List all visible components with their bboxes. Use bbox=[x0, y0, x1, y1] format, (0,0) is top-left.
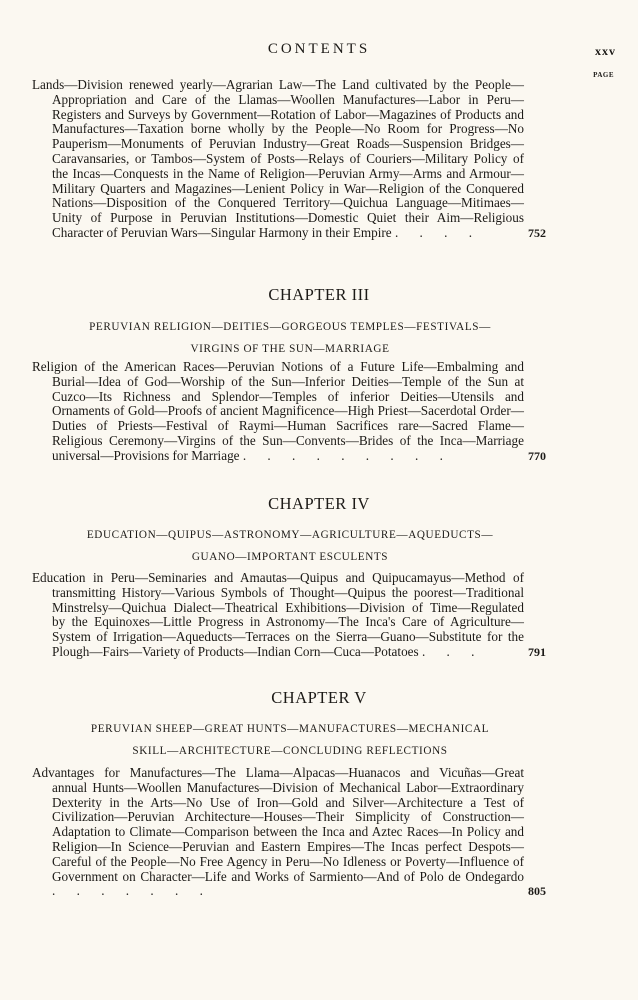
toc-entry-text: Religion of the American Races—Peruvian Notions of a Future Life—Embalming and Burial—Idea of God—Worship of the Sun—Inferior Deities—Temple of the Sun at Cuzco—Its Richness and Splendor—Temples of inferior Deities—Utensils and Ornaments of Gold—Proofs of ancient Magnificence—High Priest—Sacerdotal Order—Duties of Priests—Festival of Raymi—Human Sacrifices rare—Sacred Flame—Religious Ceremony—Virgins of the Sun—Convents—Brides of the Inca—Marriage universal—Provisions for Marriage bbox=[32, 359, 524, 463]
page-number: xxv bbox=[595, 44, 616, 58]
chapter-heading-iii: CHAPTER III bbox=[268, 285, 370, 304]
chapter-heading-iv: CHAPTER IV bbox=[268, 494, 370, 513]
chapter-topics-line: VIRGINS OF THE SUN—MARRIAGE bbox=[190, 343, 390, 355]
toc-entry-text: Lands—Division renewed yearly—Agrarian Law—The Land cultivated by the People—Appropriation and Care of the Llamas—Woollen Manufactures—Labor in Peru—Registers and Surveys by Government—Rotation of Labor—Magazines of Products and Manufactures—Taxation borne wholly by the People—No Room for Progress—No Pauperism—Monuments of Peruvian Industry—Great Roads—Suspension Bridges—Caravansaries, or Tambos—System of Posts—Relays of Couriers—Military Policy of the Incas—Conquests in the Name of Religion—Peruvian Army—Arms and Armour—Military Quarters and Magazines—Lenient Policy in War—Religion of the Conquered Nations—Disposition of the Conquered Territory—Quichua Language—Mitimaes—Unity of Purpose in Peruvian Institutions—Domestic Quiet their Aim—Religious Character of Peruvian Wars—Singular Harmony in their Empire bbox=[32, 77, 524, 240]
chapter-topics-line: SKILL—ARCHITECTURE—CONCLUDING REFLECTIONS bbox=[132, 745, 448, 757]
chapter-heading-v: CHAPTER V bbox=[271, 688, 367, 707]
toc-entry-text: Education in Peru—Seminaries and Amautas—Quipus and Quipucamayus—Method of transmitting History—Various Symbols of Thought—Quipus the poorest—Traditional Minstrelsy—Quichua Dialect—Theatrical Exhibitions—Division of Time—Regulated by the Equinoxes—Little Progress in Astronomy—The Inca's Care of Agriculture—System of Irrigation—Aqueducts—Terraces on the Sierra—Guano—Substitute for the Plough—Fairs—Variety of Products—Indian Corn—Cuca—Potatoes bbox=[32, 570, 524, 659]
chapter-topics-line: PERUVIAN SHEEP—GREAT HUNTS—MANUFACTURES—MECHANICAL bbox=[90, 723, 490, 735]
toc-entry: Education in Peru—Seminaries and Amautas—Quipus and Quipucamayus—Method of transmitting History—Various Symbols of Thought—Quipus the poorest—Traditional Minstrelsy—Quichua Dialect—Theatrical Exhibitions—Division of Time—Regulated by the Equinoxes—Little Progress in Astronomy—The Inca's Care of Agriculture—System of Irrigation—Aqueducts—Terraces on the Sierra—Guano—Substitute for the Plough—Fairs—Variety of Products—Indian Corn—Cuca—Potatoes . . . 791 bbox=[32, 570, 546, 659]
chapter-topics-iv bbox=[40, 524, 540, 568]
toc-entry: Advantages for Manufactures—The Llama—Alpacas—Huanacos and Vicuñas—Great annual Hunts—Woollen Manufactures—Division of Mechanical Labor—Extraordinary Dexterity in the Arts—No Use of Iron—Gold and Silver—Architecture a Test of Civilization—Peruvian Architecture—Houses—Their Simplicity of Construction—Adaptation to Climate—Comparison between the Inca and Aztec Races—In Policy and Religion—In Science—Peruvian and Eastern Empires—The Incas perfect Despots—Careful of the People—No Free Agency in Peru—No Idleness or Poverty—Influence of Government on Character—Life and Works of Sarmiento—And of Polo de Ondegardo . . . . . . . 805 bbox=[32, 765, 546, 899]
dot-leaders: . . . bbox=[421, 643, 484, 659]
chapter-topics-line: GUANO—IMPORTANT ESCULENTS bbox=[191, 551, 389, 563]
chapter-topics-line: PERUVIAN RELIGION—DEITIES—GORGEOUS TEMPLES—FESTIVALS— bbox=[89, 321, 491, 333]
toc-entry-continued: Lands—Division renewed yearly—Agrarian Law—The Land cultivated by the People—Appropriation and Care of the Llamas—Woollen Manufactures—Labor in Peru—Registers and Surveys by Government—Rotation of Labor—Magazines of Products and Manufactures—Taxation borne wholly by the People—No Room for Progress—No Pauperism—Monuments of Peruvian Industry—Great Roads—Suspension Bridges—Caravansaries, or Tambos—System of Posts—Relays of Couriers—Military Policy of the Incas—Conquests in the Name of Religion—Peruvian Army—Arms and Armour—Military Quarters and Magazines—Lenient Policy in War—Religion of the Conquered Nations—Disposition of the Conquered Territory—Quichua Language—Mitimaes—Unity of Purpose in Peruvian Institutions—Domestic Quiet their Aim—Religious Character of Peruvian Wars—Singular Harmony in their Empire . . . . 752 bbox=[32, 77, 546, 240]
page-column-label: PAGE bbox=[593, 71, 614, 79]
chapter-topics-iii bbox=[40, 316, 540, 360]
chapter-topics-line: EDUCATION—QUIPUS—ASTRONOMY—AGRICULTURE—AQUEDUCTS— bbox=[86, 529, 494, 541]
dot-leaders: . . . . bbox=[394, 224, 482, 240]
chapter-topics-v bbox=[40, 718, 540, 762]
toc-entry-text: Advantages for Manufactures—The Llama—Alpacas—Huanacos and Vicuñas—Great annual Hunts—Woollen Manufactures—Division of Mechanical Labor—Extraordinary Dexterity in the Arts—No Use of Iron—Gold and Silver—Architecture a Test of Civilization—Peruvian Architecture—Houses—Their Simplicity of Construction—Adaptation to Climate—Comparison between the Inca and Aztec Races—In Policy and Religion—In Science—Peruvian and Eastern Empires—The Incas perfect Despots—Careful of the People—No Free Agency in Peru—No Idleness or Poverty—Influence of Government on Character—Life and Works of Sarmiento—And of Polo de Ondegardo bbox=[32, 765, 524, 884]
dot-leaders: . . . . . . . . . bbox=[242, 447, 452, 463]
running-title: CONTENTS bbox=[267, 41, 371, 57]
dot-leaders: . . . . . . . bbox=[52, 883, 212, 899]
toc-entry: Religion of the American Races—Peruvian Notions of a Future Life—Embalming and Burial—Idea of God—Worship of the Sun—Inferior Deities—Temple of the Sun at Cuzco—Its Richness and Splendor—Temples of inferior Deities—Utensils and Ornaments of Gold—Proofs of ancient Magnificence—High Priest—Sacerdotal Order—Duties of Priests—Festival of Raymi—Human Sacrifices rare—Sacred Flame—Religious Ceremony—Virgins of the Sun—Convents—Brides of the Inca—Marriage universal—Provisions for Marriage . . . . . . . . . 770 bbox=[32, 359, 546, 463]
